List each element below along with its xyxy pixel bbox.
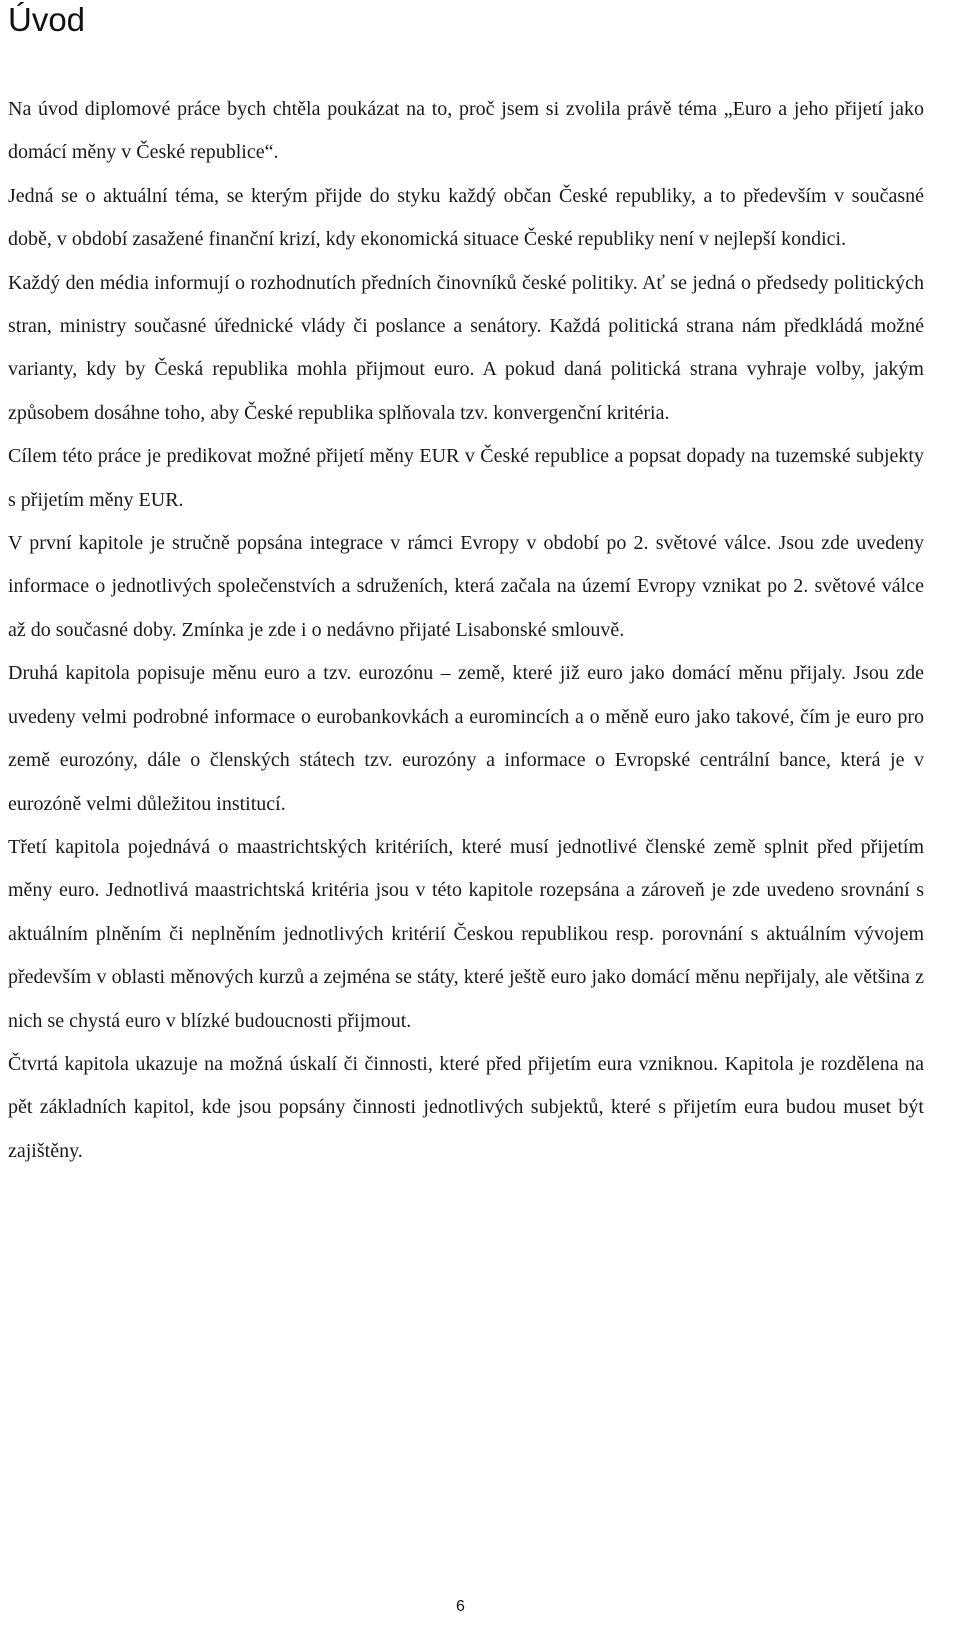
paragraph-chapter-4: Čtvrtá kapitola ukazuje na možná úskalí či činnosti, které před přijetím eura vzniknou. Kapitola je rozdělena na pět základních kapitol, kde jsou popsány činnosti jednotlivých subjektů, které s přijetím eura budou muset být zajištěny.	[8, 1052, 924, 1162]
paragraph-politics: Každý den média informují o rozhodnutích předních činovníků české politiky. Ať se jedná o předsedy politických stran, ministry současné úřednické vlády či poslance a senátory. Každá politická strana nám předkládá možné varianty, kdy by Česká republika mohla přijmout euro. A pokud daná politická strana vyhraje volby, jakým způsobem dosáhne toho, aby České republika splňovala tzv. konvergenční kritéria.	[8, 271, 924, 424]
paragraph-chapter-1: V první kapitole je stručně popsána integrace v rámci Evropy v období po 2. světové válce. Jsou zde uvedeny informace o jednotlivých společenstvích a sdruženích, která začala na území Evropy vznikat po 2. světové válce až do současné doby. Zmínka je zde i o nedávno přijaté Lisabonské smlouvě.	[8, 532, 924, 641]
page-title: Úvod	[8, 1, 86, 38]
body-text	[8, 88, 924, 1173]
paragraph-goal: Cílem této práce je predikovat možné přijetí měny EUR v České republice a popsat dopady na tuzemské subjekty s přijetím měny EUR.	[8, 445, 924, 511]
page-number: 6	[456, 1598, 465, 1615]
paragraph-chapter-2: Druhá kapitola popisuje měnu euro a tzv. eurozónu – země, které již euro jako domácí měnu přijaly. Jsou zde uvedeny velmi podrobné informace o eurobankovkách a euromincích a o měně euro jako takové, čím je euro pro země eurozóny, dále o členských státech tzv. eurozóny a informace o Evropské centrální bance, která je v eurozóně velmi důležitou institucí.	[8, 662, 924, 815]
paragraph-intro: Na úvod diplomové práce bych chtěla poukázat na to, proč jsem si zvolila právě téma „Euro a jeho přijetí jako domácí měny v České republice“.	[8, 98, 924, 164]
paragraph-topic: Jedná se o aktuální téma, se kterým přijde do styku každý občan České republiky, a to především v současné době, v období zasažené finanční krizí, kdy ekonomická situace České republiky není v nejlepší kondici.	[8, 184, 924, 251]
paragraph-chapter-3: Třetí kapitola pojednává o maastrichtských kritériích, které musí jednotlivé členské země splnit před přijetím měny euro. Jednotlivá maastrichtská kritéria jsou v této kapitole rozepsána a zároveň je zde uvedeno srovnání s aktuálním plněním či neplněním jednotlivých kritérií Českou republikou resp. porovnání s aktuálním vývojem především v oblasti měnových kurzů a zejména se státy, které ještě euro jako domácí měnu nepřijaly, ale většina z nich se chystá euro v blízké budoucnosti přijmout.	[8, 835, 924, 1032]
